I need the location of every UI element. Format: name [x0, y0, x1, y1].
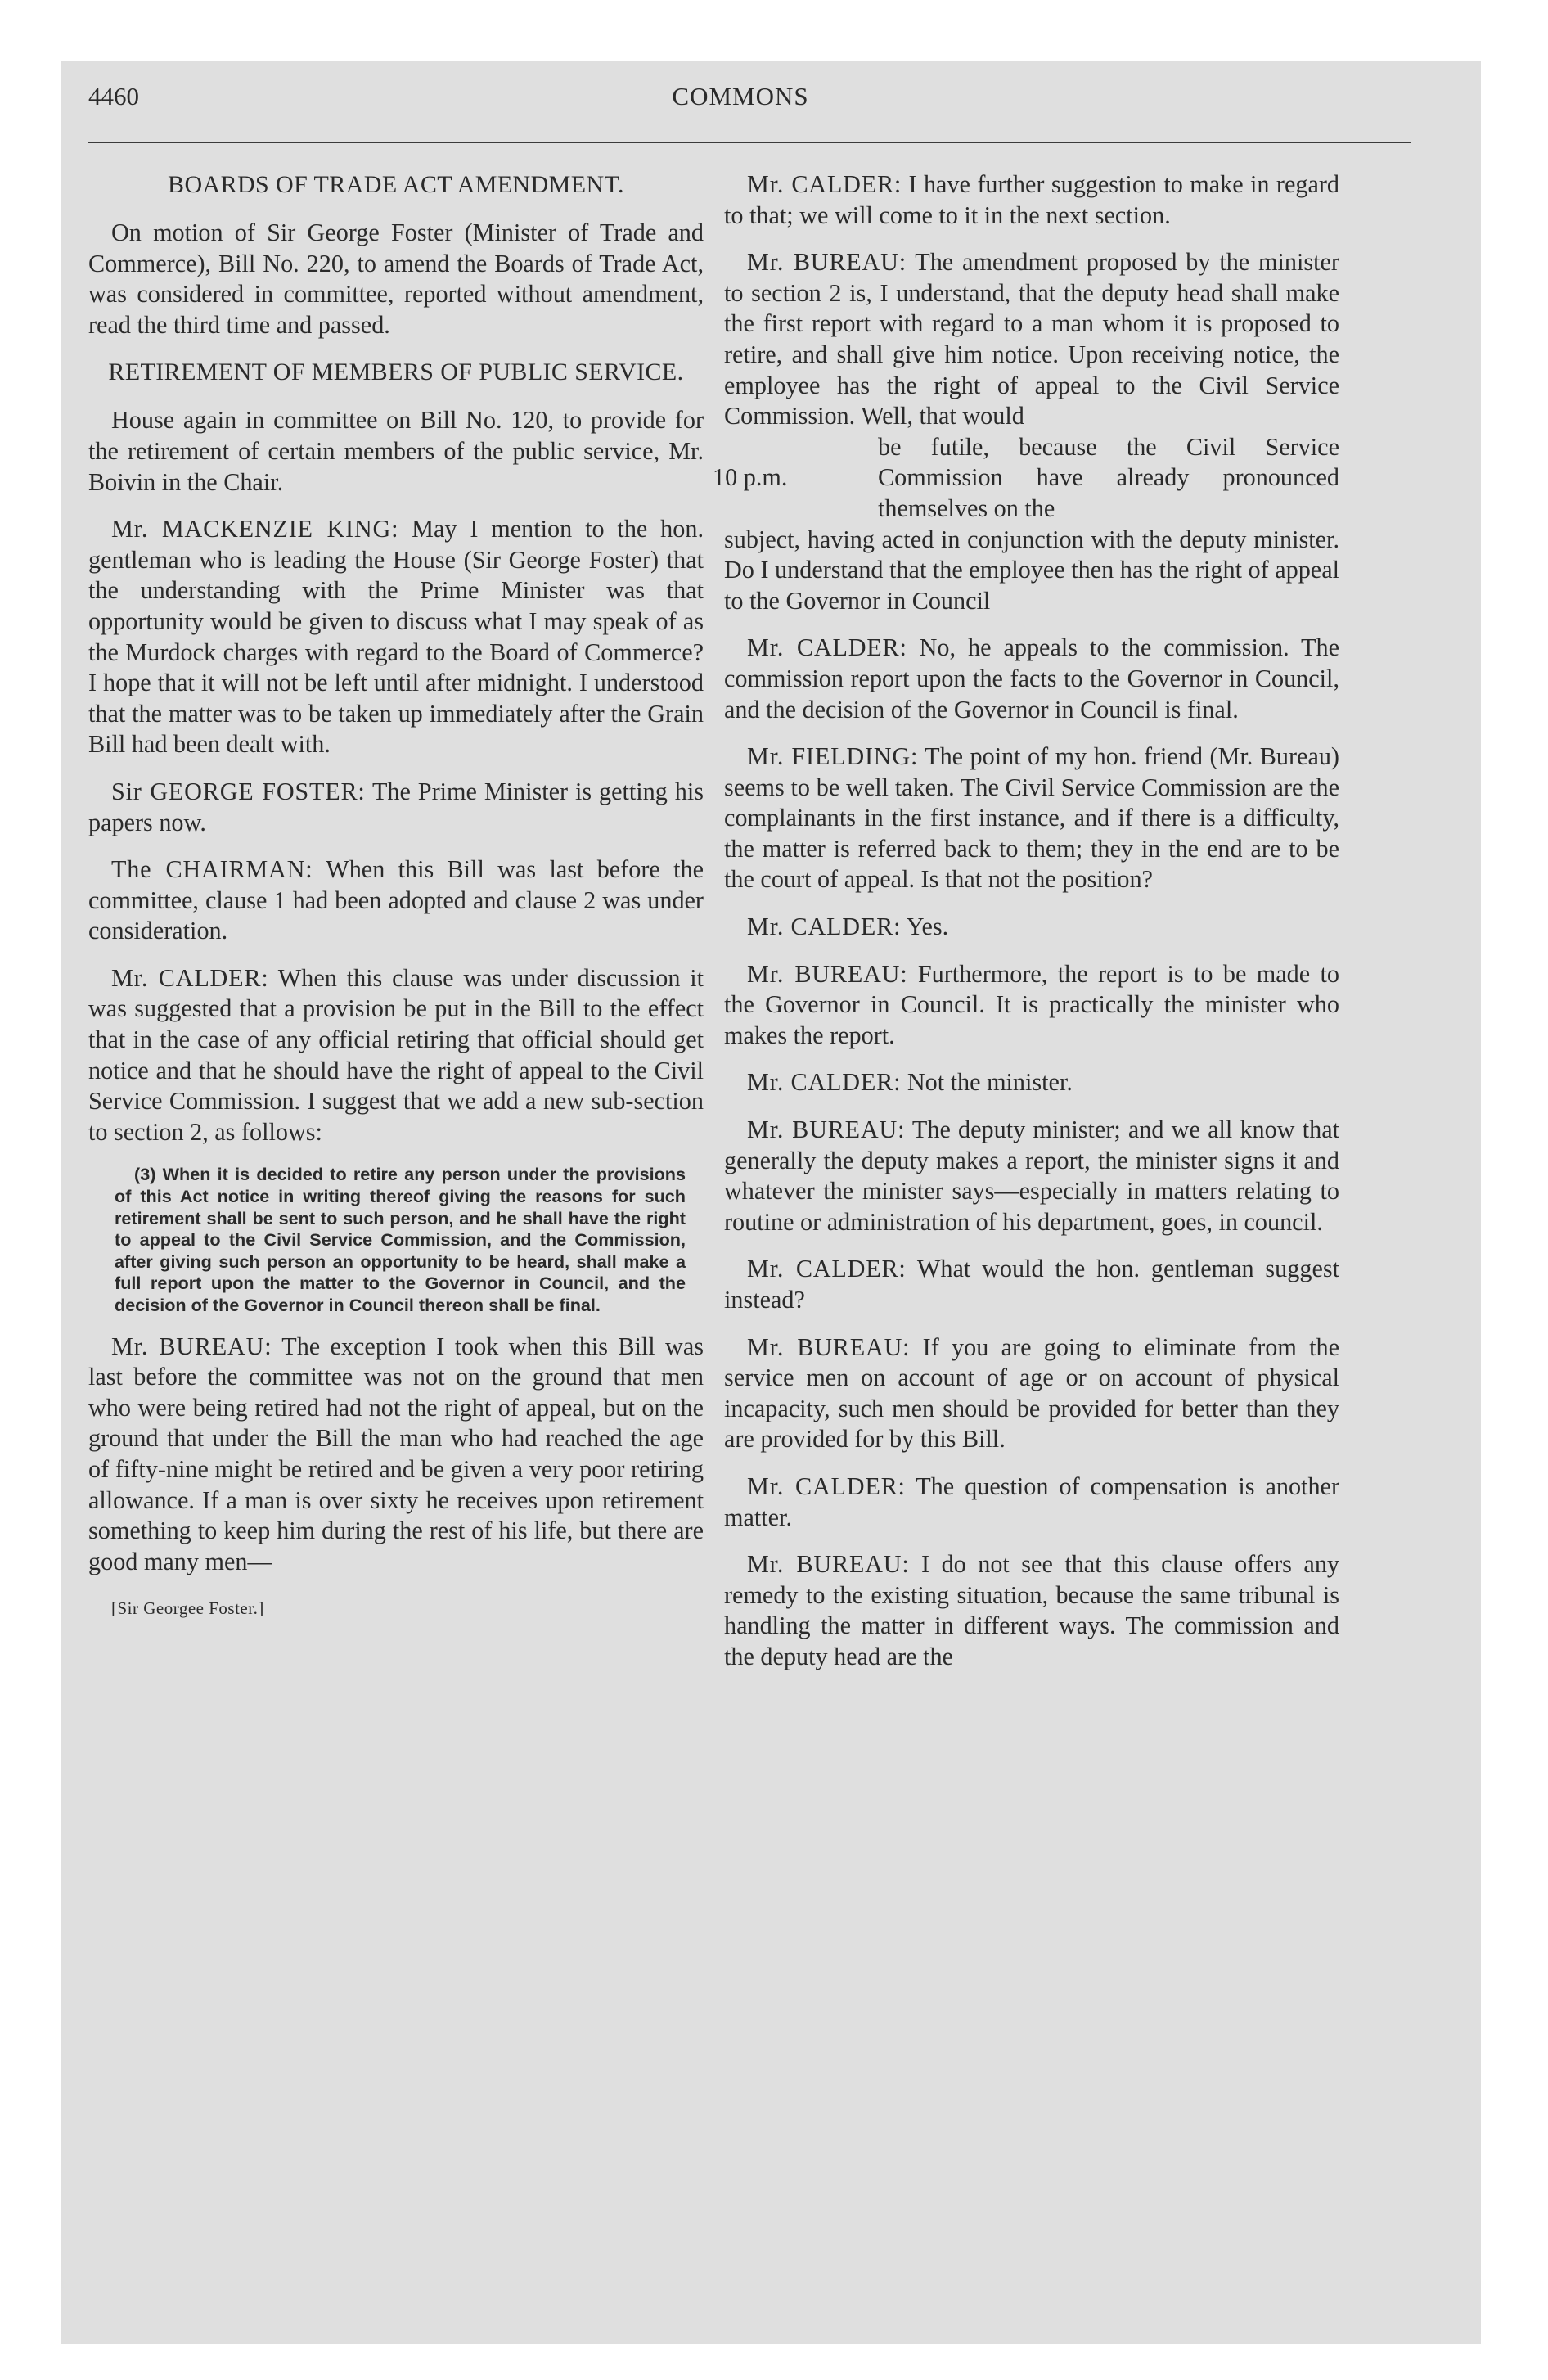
speaker-name: Mr. BUREAU:	[747, 1550, 910, 1579]
speech	[724, 741, 1339, 895]
speech-text: The Prime Minister is getting his papers now.	[88, 777, 704, 836]
running-head: COMMONS	[672, 82, 809, 110]
speech-text: I have further suggestion to make in regard to that; we will come to it in the next section.	[724, 170, 1340, 229]
speech-text: The exception I took when this Bill was last before the committee was not on the ground that men who were being retired had not the right of appeal, but on the ground that under the Bill the man who had reached the age of fifty-nine might be retired and be given a very poor retiring allowance. If a man is over sixty he receives upon retirement something to keep him during the rest of his life, but there are good many men—	[88, 1332, 704, 1575]
speech-text: Yes.	[906, 913, 949, 941]
section-heading-boards-of-trade: BOARDS OF TRADE ACT AMENDMENT.	[168, 171, 624, 198]
speaker-name: Mr. CALDER:	[747, 913, 902, 941]
quoted-amendment: (3) When it is decided to retire any person under the provisions of this Act notice in writing thereof giving the reasons for such retirement shall be sent to such person, and he shall have the right to appeal to the Civil Service Commission, and the Commission, after giving such person an opportunity to be heard, shall make a full report upon the matter to the Governor in Council, and the decision of the Governor in Council thereon shall be final.	[115, 1164, 686, 1315]
speech	[724, 1115, 1339, 1237]
speech	[724, 1067, 1339, 1098]
speaker-name: Mr. CALDER:	[111, 963, 269, 992]
speech	[88, 854, 704, 947]
paragraph: On motion of Sir George Foster (Minister of Trade and Commerce), Bill No. 220, to amend the Boards of Trade Act, was considered in committee, reported without amendment, read the third time and passed.	[88, 219, 704, 339]
speaker-name: Sir GEORGE FOSTER:	[111, 777, 366, 805]
speaker-name: Mr. CALDER:	[747, 170, 902, 198]
speech-text: What would the hon. gentleman suggest instead?	[724, 1255, 1339, 1314]
speaker-name: Mr. BUREAU:	[747, 959, 908, 988]
paragraph: House again in committee on Bill No. 120, to provide for the retirement of certain members of the public service, Mr. Boivin in the Chair.	[88, 406, 704, 496]
speech-text: The amendment proposed by the minister to section 2 is, I understand, that the deputy head shall make the first report with regard to a man whom it is proposed to retire, and shall give him notice. Upon receiving notice, the employee has the right of appeal to the Civil Service Commission. Well, that would	[724, 248, 1339, 430]
speech-text: When this Bill was last before the committee, clause 1 had been adopted and clause 2 was under consideration.	[88, 855, 704, 945]
speech-text: No, he appeals to the commission. The commission report upon the facts to the Governor in Council, and the decision of the Governor in Council is final.	[724, 633, 1339, 723]
speech	[724, 633, 1339, 725]
speaker-name: Mr. BUREAU:	[747, 1116, 906, 1144]
speech-text: When this clause was under discussion it was suggested that a provision be put in the Bill to the effect that in the case of any official retiring that official should get notice and that he should have the right of appeal to the Civil Service Commission. I suggest that we add a new sub-section to section 2, as follows:	[88, 963, 704, 1146]
page-number: 4460	[88, 82, 139, 110]
speech	[724, 1254, 1339, 1315]
speech-text: The deputy minister; and we all know that generally the deputy makes a report, the minister signs it and whatever the minister says—especially in matters relating to routine or administration of his department, goes, in council.	[724, 1116, 1339, 1236]
speech-text: subject, having acted in conjunction with the deputy minister. Do I understand that the employee then has the right of appeal to the Governor in Council	[724, 525, 1339, 615]
speaker-name: Mr. BUREAU:	[747, 1332, 911, 1361]
section-heading-retirement: RETIREMENT OF MEMBERS OF PUBLIC SERVICE.	[108, 358, 684, 386]
speaker-name: Mr. CALDER:	[747, 1472, 906, 1500]
speaker-name: Mr. FIELDING:	[747, 742, 919, 771]
speech	[724, 1549, 1339, 1672]
left-column	[88, 169, 704, 1641]
speech	[724, 169, 1339, 231]
speech-text: May I mention to the hon. gentleman who is leading the House (Sir George Foster) that the understanding with the Prime Minister was that opportunity would be given to discuss what I may speak of as the Murdock charges with regard to the Board of Commerce? I hope that it will not be left until after midnight. I understood that the matter was to be taken up immediately after the Grain Bill had been dealt with.	[88, 515, 704, 759]
speech	[88, 514, 704, 760]
speech-text: If you are going to eliminate from the service men on account of age or on account of physical incapacity, such men should be provided for better than they are provided for by this Bill.	[724, 1332, 1340, 1454]
speaker-name: The CHAIRMAN:	[111, 855, 313, 884]
speech-text: be futile, because the Civil Service Commission have already pronounced themselves on the	[878, 432, 1339, 522]
header-rule	[88, 142, 1411, 143]
speech	[724, 1472, 1339, 1533]
speech	[88, 963, 704, 1148]
speaker-name: Mr. BUREAU:	[111, 1332, 272, 1360]
speaker-name: Mr. BUREAU:	[747, 248, 907, 277]
speech	[724, 1332, 1339, 1455]
time-marker: 10 p.m.	[713, 463, 788, 492]
speech	[713, 247, 1339, 616]
speech-text: I do not see that this clause offers any remedy to the existing situation, because the same tribunal is handling the matter in different ways. The commission and the deputy head are the	[724, 1550, 1340, 1670]
speech	[88, 777, 704, 838]
footer-speaker-note: [Sir Georgee Foster.]	[111, 1598, 264, 1619]
speech-text: Furthermore, the report is to be made to the Governor in Council. It is practically the minister who makes the report.	[724, 959, 1340, 1049]
speech	[88, 1332, 704, 1578]
speech-text: The point of my hon. friend (Mr. Bureau) seems to be well taken. The Civil Service Commission are the complainants in the first instance, and if there is a difficulty, the matter is referred back to them; they in the end are to be the court of appeal. Is that not the position?	[724, 742, 1339, 894]
speaker-name: Mr. MACKENZIE KING:	[111, 515, 399, 543]
speech-text: The question of compensation is another matter.	[724, 1472, 1339, 1531]
speaker-name: Mr. CALDER:	[747, 633, 907, 662]
right-column	[713, 169, 1340, 1689]
speaker-name: Mr. CALDER:	[747, 1255, 907, 1283]
time-marked-block	[713, 432, 1339, 525]
speech	[724, 912, 1339, 943]
speaker-name: Mr. CALDER:	[747, 1068, 902, 1097]
speech-text: Not the minister.	[907, 1068, 1073, 1097]
speech	[724, 959, 1339, 1052]
